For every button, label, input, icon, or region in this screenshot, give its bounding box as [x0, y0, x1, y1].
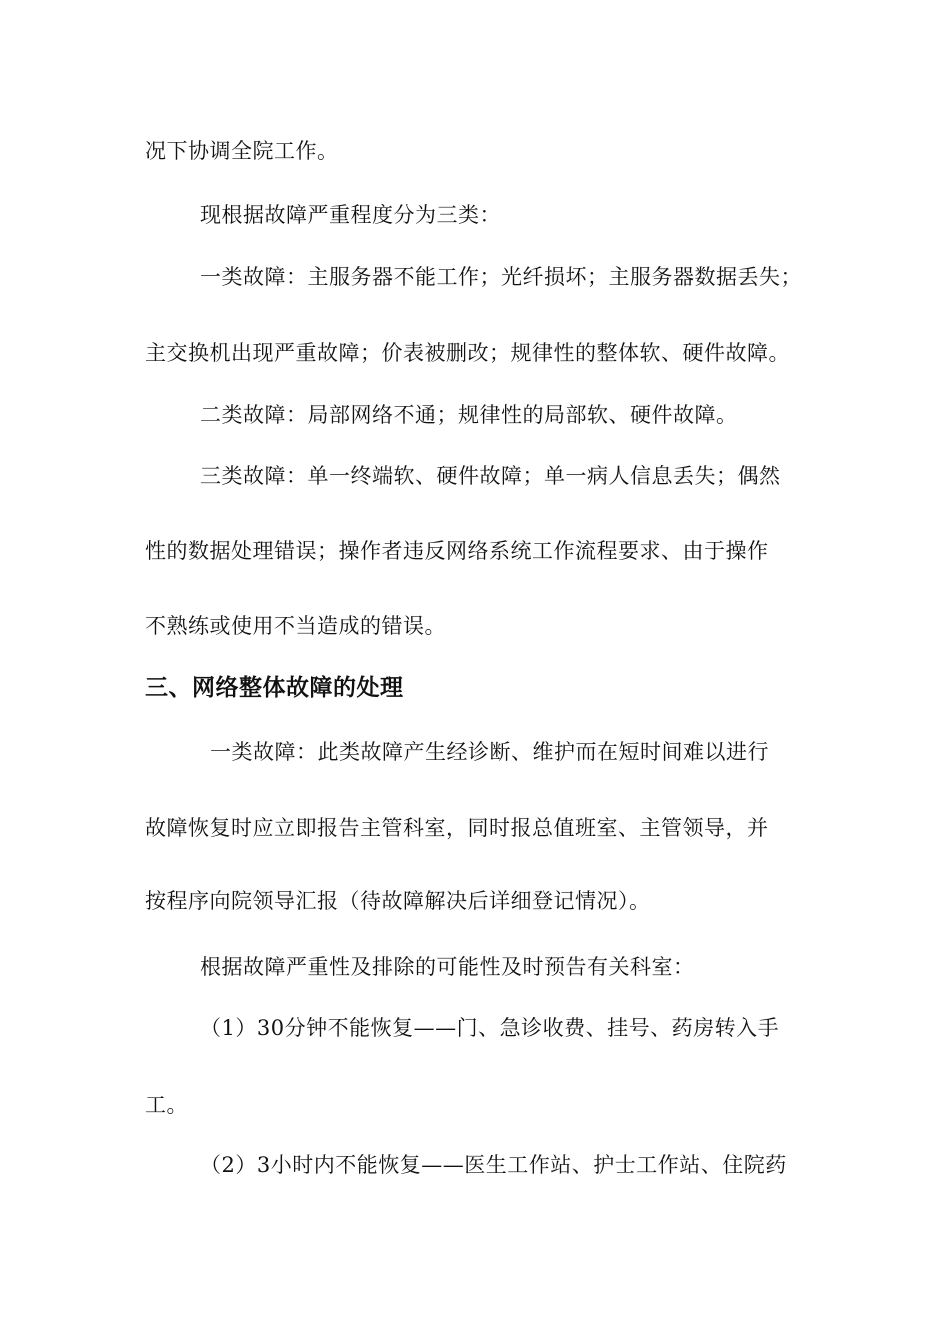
paragraph-line: 现根据故障严重程度分为三类：	[200, 203, 501, 227]
paragraph-line: 一类故障：主服务器不能工作；光纤损坏；主服务器数据丢失；	[200, 265, 802, 289]
paragraph-line: 根据故障严重性及排除的可能性及时预告有关科室：	[200, 955, 695, 979]
paragraph-line: 不熟练或使用不当造成的错误。	[145, 614, 446, 638]
paragraph-line: 三类故障：单一终端软、硬件故障；单一病人信息丢失；偶然	[200, 464, 781, 488]
paragraph-line: 况下协调全院工作。	[145, 139, 339, 163]
paragraph-line: （1）30分钟不能恢复——门、急诊收费、挂号、药房转入手	[200, 1016, 780, 1040]
paragraph-line: 主交换机出现严重故障；价表被删改；规律性的整体软、硬件故障。	[145, 341, 790, 365]
paragraph-line: 故障恢复时应立即报告主管科室，同时报总值班室、主管领导，并	[145, 816, 769, 840]
paragraph-line: 性的数据处理错误；操作者违反网络系统工作流程要求、由于操作	[145, 539, 769, 563]
section-heading: 三、网络整体故障的处理	[145, 675, 404, 701]
paragraph-line: 一类故障：此类故障产生经诊断、维护而在短时间难以进行	[210, 740, 769, 764]
paragraph-line: （2）3小时内不能恢复——医生工作站、护士工作站、住院药	[200, 1153, 787, 1177]
paragraph-line: 按程序向院领导汇报（待故障解决后详细登记情况）。	[145, 889, 651, 913]
paragraph-line: 工。	[145, 1093, 188, 1117]
paragraph-line: 二类故障：局部网络不通；规律性的局部软、硬件故障。	[200, 403, 738, 427]
